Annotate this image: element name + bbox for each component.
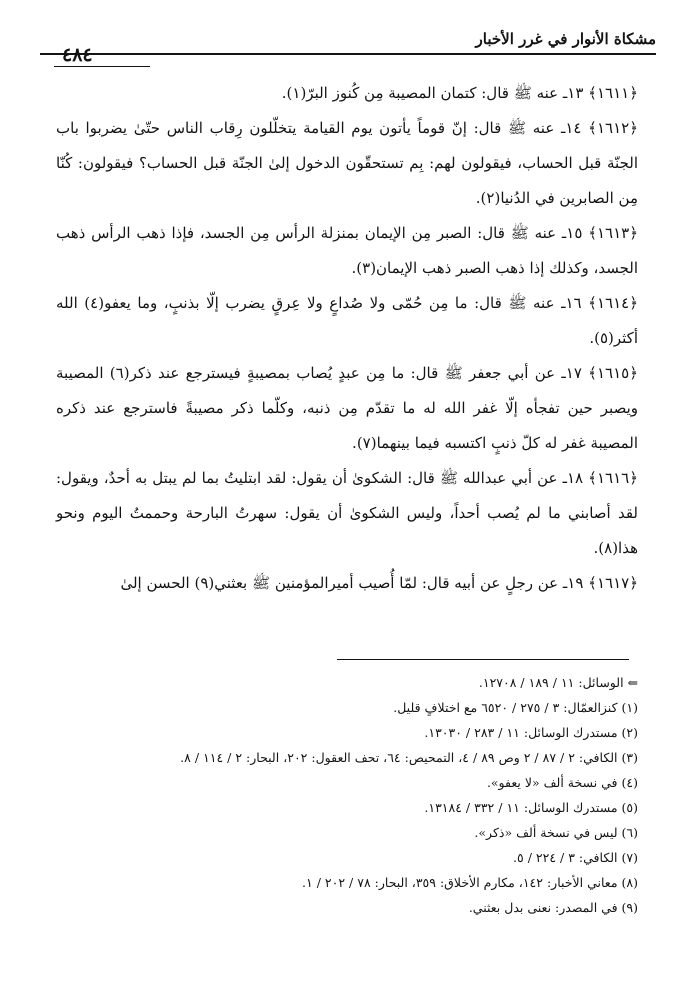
hadith-entry-1614: ﴿١٦١٤﴾ ١٦ـ عنه ﷺ قال: ما مِن حُمّى ولا صُداعٍ ولا عِرقٍ يضرب إلّا بذنبٍ، وما يعفو(٤) الله أكثر(٥). <box>56 294 638 347</box>
footnote-7: (٧) الكافي: ٣ / ٢٢٤ / ٥. <box>513 850 638 865</box>
hadith-entry-1617: ﴿١٦١٧﴾ ١٩ـ عن رجلٍ عن أبيه قال: لمّا أُصيب أميرالمؤمنين ﷺ بعثني(٩) الحسن إلىٰ <box>120 574 638 592</box>
footnote-6: (٦) ليس في نسخة ألف «ذكر». <box>474 825 638 840</box>
footnote-9: (٩) في المصدر: نعنى بدل بعثني. <box>468 900 638 915</box>
footnote-4: (٤) في نسخة ألف «لا يعفو». <box>486 775 638 790</box>
footnote-1: (١) كنزالعمّال: ٣ / ٢٧٥ / ٦٥٢٠ مع اختلافٍ قليل. <box>393 700 638 715</box>
footnote-8: (٨) معاني الأخبار: ١٤٢، مكارم الأخلاق: ٣٥٩، البحار: ٧٨ / ٢٠٢ / ١. <box>302 875 638 890</box>
page-number-rule <box>54 66 150 67</box>
running-title: مشكاة الأنوار في غرر الأخبار <box>475 30 656 48</box>
footnote-5: (٥) مستدرك الوسائل: ١١ / ٣٣٢ / ١٣١٨٤. <box>424 800 638 815</box>
hadith-entry-1615: ﴿١٦١٥﴾ ١٧ـ عن أبي جعفر ﷺ قال: ما مِن عبدٍ يُصاب بمصيبةٍ فيسترجع عند ذكر(٦) المصيبة ويصبر حين تفجأه إلّا غفر الله له ما تقدّم مِن ذنبه، وكلّما ذكر مصيبةً فاسترجع عند ذكره المصيبة غفر له كلّ ذنبٍ اكتسبه فيما بينهما(٧). <box>56 364 639 452</box>
footnote-source: ⇐ الوسائل: ١١ / ١٨٩ / ١٢٧٠٨. <box>478 675 638 690</box>
footnotes <box>56 670 638 920</box>
footnote-3: (٣) الكافي: ٢ / ٨٧ / ٢ وص ٨٩ / ٤، التمحيص: ٦٤، تحف العقول: ٢٠٢، البحار: ٢ / ١١٤ / ٨. <box>180 750 638 765</box>
page-number: ٤٨٤ <box>62 44 93 66</box>
hadith-entry-1613: ﴿١٦١٣﴾ ١٥ـ عنه ﷺ قال: الصبر مِن الإيمان بمنزلة الرأس مِن الجسد، فإذا ذهب الرأس ذهب الجسد، وكذلك إذا ذهب الصبر ذهب الإيمان(٣). <box>56 224 639 277</box>
page-header <box>40 30 656 68</box>
hadith-entry-1612: ﴿١٦١٢﴾ ١٤ـ عنه ﷺ قال: إنّ قوماً يأتون يوم القيامة يتخلّلون رِقاب الناس حتّىٰ يضربوا باب الجنّة قبل الحساب، فيقولون لهم: بِم تستحقّون الدخول إلىٰ الجنّة قبل الحساب؟ فيقولون: كُنّا مِن الصابرين في الدُنيا(٢). <box>56 119 638 207</box>
hadith-entry-1616: ﴿١٦١٦﴾ ١٨ـ عن أبي عبدالله ﷺ قال: الشكوىٰ أن يقول: لقد ابتليتُ بما لم يبتل به أحدٌ، ويقول: لقد أصابني ما لم يُصب أحداً، وليس الشكوىٰ أن يقول: سهرتُ البارحة وحممتُ اليوم ونحو هذا(٨). <box>56 469 639 557</box>
header-rule <box>40 53 656 55</box>
hadith-entry-1611: ﴿١٦١١﴾ ١٣ـ عنه ﷺ قال: كتمان المصيبة مِن كُنوز البرّ(١). <box>281 84 638 102</box>
main-text <box>56 76 638 601</box>
footnote-2: (٢) مستدرك الوسائل: ١١ / ٢٨٣ / ١٣٠٣٠. <box>424 725 638 740</box>
footnote-separator <box>337 659 629 660</box>
